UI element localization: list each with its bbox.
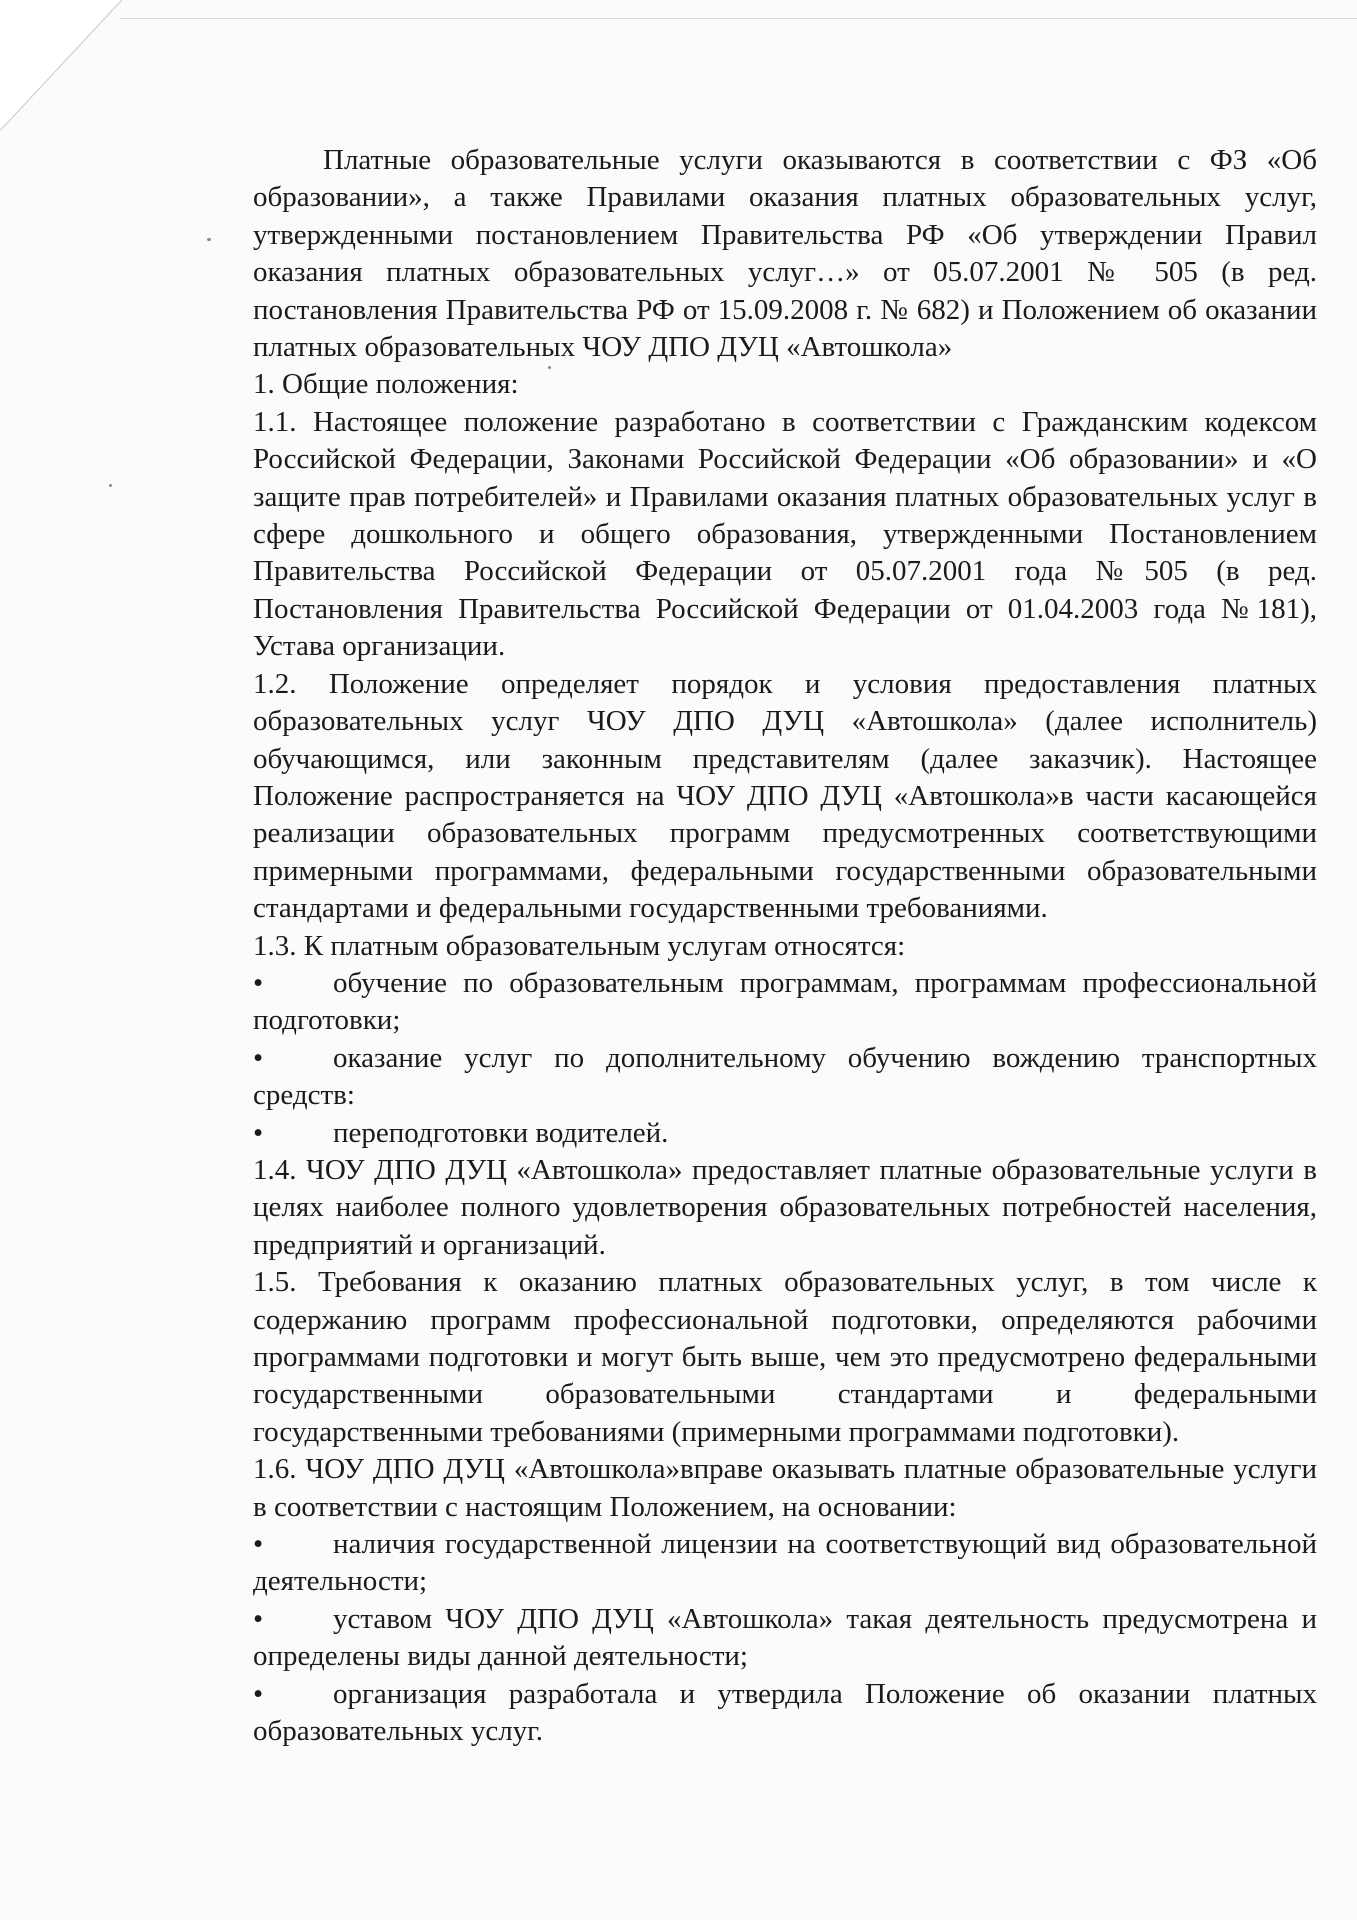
clause-1-1: 1.1. Настоящее положение разработано в соответствии с Гражданским кодексом Российской Федерации, Законами Российской Федерации «Об образовании» и «О защите прав потребителей» и Правилами оказания платных образовательных услуг в сфере дошкольного и общего образования, утвержденными Постановлением Правительства Российской Федерации от 05.07.2001 года №505 (в ред. Постановления Правительства Российской Федерации от 01.04.2003 года №181), Устава организации. xyxy=(253,405,1317,663)
clause-1-2: 1.2. Положение определяет порядок и условия предоставления платных образовательных услуг ЧОУ ДПО ДУЦ «Автошкола» (далее исполнитель) обучающимся, или законным представителям (далее заказчик). Настоящее Положение распространяется на ЧОУ ДПО ДУЦ «Автошкола»в части касающейся реализации образовательных программ предусмотренных соответствующими примерными программами, федеральными государственными образовательными стандартами и федеральными государственными требованиями. xyxy=(253,667,1317,925)
list-item xyxy=(253,965,1317,1040)
bullet-icon: • xyxy=(253,966,264,999)
bullet-icon: • xyxy=(253,1528,264,1561)
clause-1-5: 1.5. Требования к оказанию платных образовательных услуг, в том числе к содержанию программ профессиональной подготовки, определяются рабочими программами подготовки и могут быть выше, чем это предусмотрено федеральными государственными образовательными стандартами и федеральными государственными требованиями (примерными программами подготовки). xyxy=(253,1266,1317,1448)
scan-speck xyxy=(109,484,112,487)
clause-1-4: 1.4. ЧОУ ДПО ДУЦ «Автошкола» предоставляет платные образовательные услуги в целях наиболее полного удовлетворения образовательных потребностей населения, предприятий и организаций. xyxy=(253,1153,1317,1261)
list-item-text: переподготовки водителей. xyxy=(333,1116,669,1149)
bullet-icon: • xyxy=(253,1602,264,1635)
section-heading: 1. Общие положения: xyxy=(253,368,519,401)
paper-top-edge xyxy=(120,18,1357,19)
intro-paragraph: Платные образовательные услуги оказываются в соответствии с ФЗ «Об образовании», а также Правилами оказания платных образовательных услуг, утвержденными постановлением Правительства РФ «Об утверждении Правил оказания платных образовательных услуг…» от 05.07.2001 № 505 (в ред. постановления Правительства РФ от 15.09.2008 г. № 682) и Положением об оказании платных образовательных ЧОУ ДПО ДУЦ «Автошкола» xyxy=(253,144,1317,364)
list-item-text: обучение по образовательным программам, программам профессиональной подготовки; xyxy=(253,966,1317,1037)
clause-1-6: 1.6. ЧОУ ДПО ДУЦ «Автошкола»вправе оказывать платные образовательные услуги в соответствии с настоящим Положением, на основании: xyxy=(253,1453,1317,1523)
list-item xyxy=(253,1115,1317,1152)
list-item xyxy=(253,1676,1317,1751)
list-item xyxy=(253,1526,1317,1601)
bullet-icon: • xyxy=(253,1041,264,1074)
scan-speck xyxy=(207,238,211,241)
list-item-text: оказание услуг по дополнительному обучению вождению транспортных средств: xyxy=(253,1041,1317,1112)
document-body xyxy=(253,142,1317,1750)
list-item xyxy=(253,1040,1317,1115)
list-item-text: организация разработала и утвердила Положение об оказании платных образовательных услуг. xyxy=(253,1677,1317,1748)
list-item xyxy=(253,1601,1317,1676)
list-item-text: наличия государственной лицензии на соответствующий вид образовательной деятельности; xyxy=(253,1528,1317,1598)
bullet-icon: • xyxy=(253,1677,264,1710)
clause-1-3: 1.3. К платным образовательным услугам относятся: xyxy=(253,929,906,962)
bullet-icon: • xyxy=(253,1116,264,1149)
list-item-text: уставом ЧОУ ДПО ДУЦ «Автошкола» такая деятельность предусмотрена и определены виды данной деятельности; xyxy=(253,1602,1317,1673)
